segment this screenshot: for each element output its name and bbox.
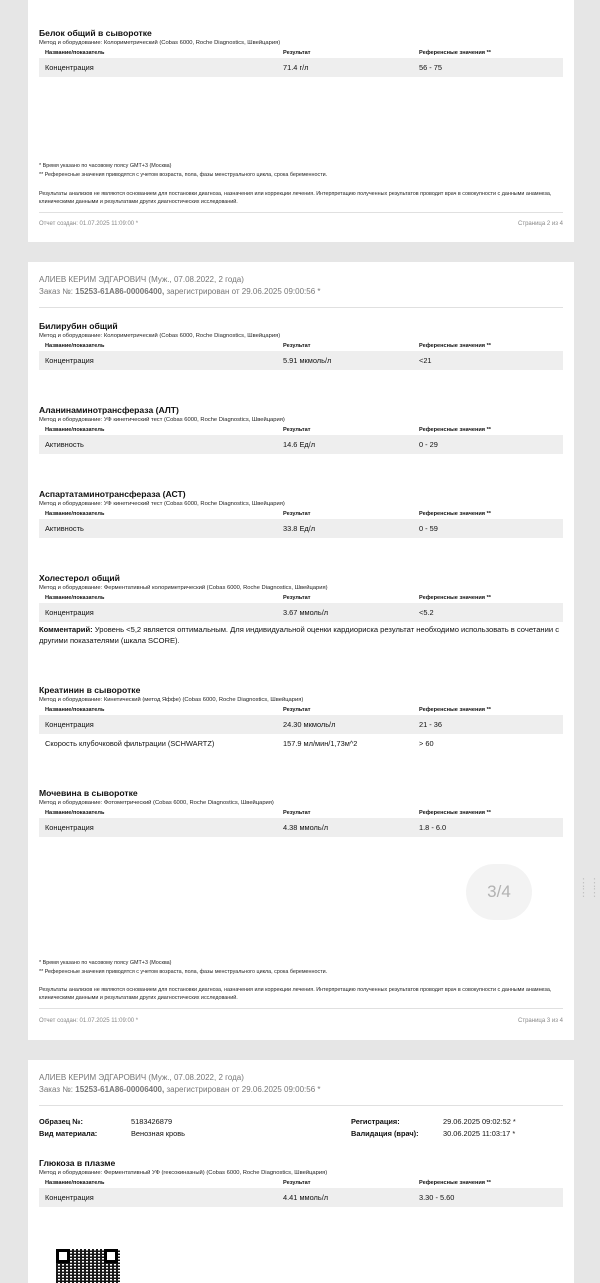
report-page-2: [28, 0, 574, 242]
registration-value: 29.06.2025 09:02:52 *: [443, 1117, 516, 1126]
footnote-time: * Время указано по часовому поясу GMT+3 (Москва): [39, 960, 172, 966]
table-row: Концентрация 5.91 мкмоль/л <21: [39, 351, 563, 370]
test-block: [39, 787, 563, 837]
disclaimer: Результаты анализов не являются основанием для постановки диагноза, назначения или коррекции лечения. Интерпретацию полученных результатов проводит врач в совокупности с данными анамнеза, клиническими данными и результатами других диагностических исследований.: [39, 987, 552, 1001]
sample-number: 5183426879: [131, 1117, 173, 1126]
footnotes: [39, 162, 327, 179]
test-title: Глюкоза в плазме: [39, 1158, 116, 1168]
page-footer: [39, 213, 563, 235]
table-row: Концентрация 24.30 мкмоль/л 21 - 36: [39, 715, 563, 734]
table-header: Название/показатель Результат Референсные значения **: [45, 427, 491, 433]
qr-code: [56, 1249, 120, 1283]
test-block: [39, 1157, 563, 1207]
test-method: Метод и оборудование: Ферментативный колориметрический (Cobas 6000, Roche Diagnostics, Швейцария): [39, 585, 328, 591]
footnote-reference: ** Референсные значения приводятся с учетом возраста, пола, фазы менструального цикла, срока беременности.: [39, 171, 328, 178]
registration-label: Регистрация:: [351, 1117, 400, 1126]
report-page-3: [28, 262, 574, 1040]
report-created: Отчет создан: 01.07.2025 11:09:00 *: [39, 221, 139, 227]
test-block: [39, 27, 563, 77]
results-table: [39, 705, 563, 753]
order-line: Заказ №: 15253-61A86-00006400, зарегистрирован от 29.06.2025 09:00:56 *: [39, 287, 321, 296]
table-header: Название/показатель Результат Референсные значения **: [45, 810, 491, 816]
footnote-reference: ** Референсные значения приводятся с учетом возраста, пола, фазы менструального цикла, срока беременности.: [39, 968, 328, 975]
results-table: [39, 341, 563, 370]
order-line: Заказ №: 15253-61A86-00006400, зарегистрирован от 29.06.2025 09:00:56 *: [39, 1085, 321, 1094]
table-header: Название/показатель Результат Референсные значения **: [45, 50, 491, 56]
report-page-4: [28, 1060, 574, 1283]
disclaimer: Результаты анализов не являются основанием для постановки диагноза, назначения или коррекции лечения. Интерпретацию полученных результатов проводит врач в совокупности с данными анамнеза, клиническими данными и результатами других диагностических исследований.: [39, 191, 552, 205]
footnotes: [39, 959, 327, 976]
divider: [39, 1105, 563, 1106]
test-method: Метод и оборудование: Колориметрический (Cobas 6000, Roche Diagnostics, Швейцария): [39, 40, 281, 46]
order-number: 15253-61A86-00006400,: [75, 287, 165, 296]
test-block: [39, 572, 563, 646]
page-indicator[interactable]: 3/4: [466, 864, 532, 920]
table-row: Концентрация 4.38 ммоль/л 1.8 - 6.0: [39, 818, 563, 837]
drag-handle-icon[interactable]: ⋮⋮ ⋮⋮: [578, 877, 600, 899]
results-table: [39, 425, 563, 454]
material-label: Вид материала:: [39, 1128, 98, 1138]
footnote-time: * Время указано по часовому поясу GMT+3 (Москва): [39, 163, 172, 169]
patient-header: [39, 1072, 320, 1096]
test-block: [39, 404, 563, 454]
patient-name: АЛИЕВ КЕРИМ ЭДГАРОВИЧ (Муж., 07.08.2022, 2 года): [39, 275, 244, 284]
report-created: Отчет создан: 01.07.2025 11:09:00 *: [39, 1018, 139, 1024]
test-block: [39, 684, 563, 753]
test-title: Аланинаминотрансфераза (АЛТ): [39, 405, 179, 415]
test-block: [39, 488, 563, 538]
table-header: Название/показатель Результат Референсные значения **: [45, 707, 491, 713]
test-method: Метод и оборудование: УФ кинетический тест (Cobas 6000, Roche Diagnostics, Швейцария): [39, 417, 285, 423]
table-header: Название/показатель Результат Референсные значения **: [45, 511, 491, 517]
test-title: Холестерол общий: [39, 573, 120, 583]
results-table: [39, 509, 563, 538]
comment-label: Комментарий:: [39, 625, 93, 634]
page-number: Страница 3 из 4: [518, 1018, 563, 1024]
order-number: 15253-61A86-00006400,: [75, 1085, 165, 1094]
test-title: Билирубин общий: [39, 321, 118, 331]
results-table: [39, 1178, 563, 1207]
divider: [39, 1008, 563, 1009]
table-row: Концентрация 71.4 г/л 56 - 75: [39, 58, 563, 77]
test-block: [39, 320, 563, 370]
test-title: Мочевина в сыворотке: [39, 788, 138, 798]
test-method: Метод и оборудование: Фотометрический (Cobas 6000, Roche Diagnostics, Швейцария): [39, 800, 274, 806]
test-title: Креатинин в сыворотке: [39, 685, 141, 695]
sample-info: [39, 1116, 553, 1139]
table-header: Название/показатель Результат Референсные значения **: [45, 1180, 491, 1186]
page-footer: [39, 1010, 563, 1032]
test-method: Метод и оборудование: Ферментативный УФ (гексокиназный) (Cobas 6000, Roche Diagnostics, Швейцария): [39, 1170, 328, 1176]
test-method: Метод и оборудование: Колориметрический (Cobas 6000, Roche Diagnostics, Швейцария): [39, 333, 281, 339]
test-method: Метод и оборудование: УФ кинетический тест (Cobas 6000, Roche Diagnostics, Швейцария): [39, 501, 285, 507]
patient-header: [39, 274, 320, 298]
results-table: [39, 593, 563, 622]
test-title: Белок общий в сыворотке: [39, 28, 152, 38]
validation-value: 30.06.2025 11:03:17 *: [443, 1128, 516, 1138]
table-row: Концентрация 4.41 ммоль/л 3.30 - 5.60: [39, 1188, 563, 1207]
test-comment: [39, 625, 563, 646]
validation-label: Валидация (врач):: [351, 1128, 419, 1138]
results-table: [39, 48, 563, 77]
test-title: Аспартатаминотрансфераза (АСТ): [39, 489, 186, 499]
table-row: Активность 14.6 Ед/л 0 - 29: [39, 435, 563, 454]
material-value: Венозная кровь: [131, 1128, 186, 1138]
table-row: Концентрация 3.67 ммоль/л <5.2: [39, 603, 563, 622]
test-method: Метод и оборудование: Кинетический (метод Яффе) (Cobas 6000, Roche Diagnostics, Швейцария): [39, 697, 304, 703]
table-header: Название/показатель Результат Референсные значения **: [45, 343, 491, 349]
sample-label: Образец №:: [39, 1117, 84, 1126]
table-row: Скорость клубочковой фильтрации (SCHWARTZ) 157.9 мл/мин/1,73м^2 > 60: [45, 739, 434, 748]
results-table: [39, 808, 563, 837]
table-row: Активность 33.8 Ед/л 0 - 59: [39, 519, 563, 538]
comment-text: Уровень <5,2 является оптимальным. Для индивидуальной оценки кардиориска результат необходимо использовать в сочетании с другими показателями (шкала SCORE).: [39, 625, 559, 645]
divider: [39, 307, 563, 308]
page-number: Страница 2 из 4: [518, 221, 563, 227]
table-header: Название/показатель Результат Референсные значения **: [45, 595, 491, 601]
patient-name: АЛИЕВ КЕРИМ ЭДГАРОВИЧ (Муж., 07.08.2022, 2 года): [39, 1073, 244, 1082]
